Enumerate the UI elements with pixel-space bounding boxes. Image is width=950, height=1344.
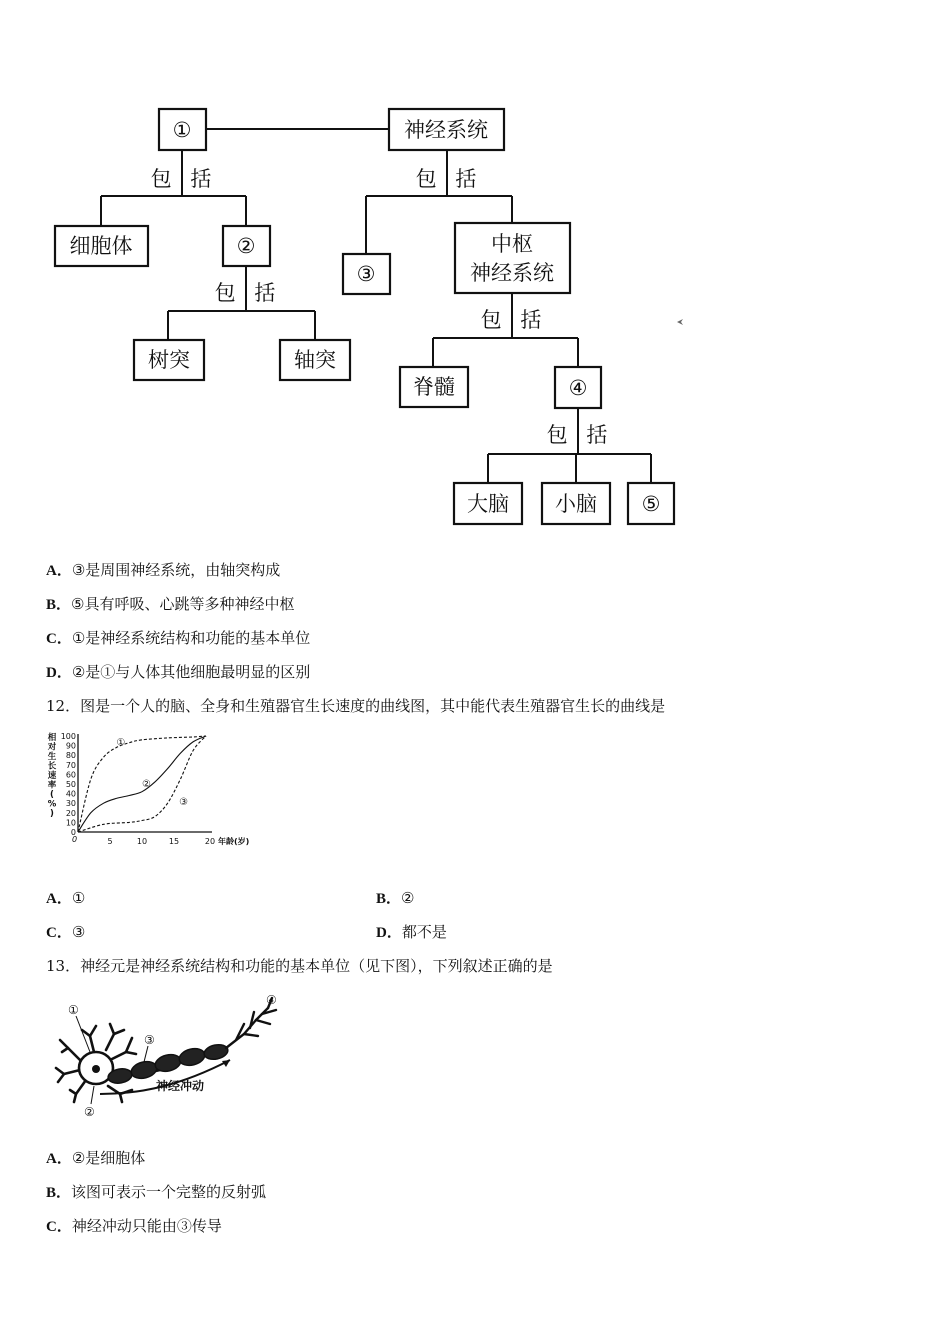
option-text: 该图可表示一个完整的反射弧 xyxy=(71,1183,267,1201)
q13-option-a[interactable] xyxy=(46,1148,145,1169)
q12-option-c[interactable] xyxy=(46,922,85,943)
label-cerebrum: 大脑 xyxy=(467,492,509,516)
x-tick-label: 0 xyxy=(72,835,78,844)
label-cns-line1: 中枢 xyxy=(491,232,533,256)
y-axis-label-char: 率 xyxy=(47,780,57,791)
x-tick-label: 20 xyxy=(204,837,216,846)
neuron-label-n3: ③ xyxy=(144,1033,155,1047)
option-text: ①是神经系统结构和功能的基本单位 xyxy=(71,629,311,647)
label-n1: ① xyxy=(172,118,192,142)
growth-rate-chart xyxy=(44,728,264,854)
option-letter: A． xyxy=(46,1151,72,1167)
option-letter: D． xyxy=(46,665,72,681)
series-label: ③ xyxy=(179,797,189,809)
option-text: ②是细胞体 xyxy=(71,1149,146,1167)
series-label: ① xyxy=(116,737,126,749)
label-dendrite: 树突 xyxy=(148,348,190,372)
y-tick-label: 40 xyxy=(65,789,76,799)
option-letter: A． xyxy=(46,563,72,579)
y-axis-label-char: 生 xyxy=(47,752,57,762)
q13-stem: 13．神经元是神经系统结构和功能的基本单位（见下图），下列叙述正确的是 xyxy=(46,957,553,975)
q11-option-d[interactable] xyxy=(46,662,310,683)
y-tick-label: 50 xyxy=(65,780,76,789)
nucleus xyxy=(92,1065,100,1073)
option-letter: A． xyxy=(46,891,72,907)
option-letter: B． xyxy=(376,891,402,907)
y-axis-label-char: 速 xyxy=(47,771,57,781)
includes-label-2: 包 括 xyxy=(415,167,483,191)
neuron-label-n4: ④ xyxy=(266,993,277,1007)
cursor-mark-icon xyxy=(677,319,683,325)
option-letter: B． xyxy=(46,1185,72,1201)
q11-option-c[interactable] xyxy=(46,628,310,649)
y-tick-label: 60 xyxy=(65,770,76,780)
x-axis-label: 年龄(岁) xyxy=(218,837,250,846)
includes-label-3: 包 括 xyxy=(214,281,282,305)
y-tick-label: 100 xyxy=(60,732,76,741)
includes-label-4: 包 括 xyxy=(480,308,548,332)
includes-label-5: 包 括 xyxy=(546,423,614,447)
y-tick-label: 10 xyxy=(65,818,76,828)
option-text: ⑤具有呼吸、心跳等多种神经中枢 xyxy=(71,595,295,613)
option-letter: C． xyxy=(46,1219,72,1235)
y-tick-label: 0 xyxy=(70,828,76,837)
q13-option-c[interactable] xyxy=(46,1216,222,1237)
y-tick-label: 90 xyxy=(65,741,76,751)
series-label: ② xyxy=(142,778,151,790)
y-axis-label-char: 对 xyxy=(47,742,57,753)
option-letter: C． xyxy=(46,631,72,647)
y-tick-label: 80 xyxy=(65,751,76,761)
label-spinal-cord: 脊髓 xyxy=(413,375,455,399)
y-axis-label-char: 长 xyxy=(47,761,57,772)
y-tick-label: 70 xyxy=(65,760,76,770)
option-text: ②是①与人体其他细胞最明显的区别 xyxy=(71,663,311,681)
x-tick-label: 10 xyxy=(136,837,148,846)
option-text: 神经冲动只能由③传导 xyxy=(71,1217,222,1235)
impulse-label: 神经冲动 xyxy=(156,1079,205,1093)
leader-n2 xyxy=(91,1086,94,1104)
q12-stem: 12．图是一个人的脑、全身和生殖器官生长速度的曲线图，其中能代表生殖器官生长的曲线是 xyxy=(46,697,666,715)
includes-label-1: 包 括 xyxy=(150,167,218,191)
x-tick-label: 15 xyxy=(168,837,180,846)
q13-option-b[interactable] xyxy=(46,1182,266,1203)
y-axis-label-char: % xyxy=(47,799,57,810)
label-n4: ④ xyxy=(568,376,588,400)
label-cns-line2: 神经系统 xyxy=(470,261,554,285)
option-letter: C． xyxy=(46,925,72,941)
option-text: ③ xyxy=(71,923,86,941)
neuron-label-n1: ① xyxy=(68,1003,79,1017)
leader-n3 xyxy=(144,1046,148,1062)
neuron-figure xyxy=(50,990,290,1120)
neuron-label-n2: ② xyxy=(84,1105,95,1119)
q11-option-a[interactable] xyxy=(46,560,280,581)
option-letter: B． xyxy=(46,597,72,613)
q12-option-a[interactable] xyxy=(46,888,85,909)
y-tick-label: 30 xyxy=(65,799,76,809)
option-text: ① xyxy=(71,889,86,907)
concept-map-figure xyxy=(0,0,950,540)
label-cerebellum: 小脑 xyxy=(555,492,597,516)
label-n5: ⑤ xyxy=(641,492,661,516)
y-axis-label-char: ) xyxy=(50,809,54,819)
option-text: ② xyxy=(401,889,415,907)
y-axis-label-char: 相 xyxy=(47,733,57,743)
label-axon: 轴突 xyxy=(294,348,336,372)
label-n2: ② xyxy=(236,234,256,258)
y-tick-label: 20 xyxy=(65,808,76,818)
option-letter: D． xyxy=(376,925,402,941)
label-cell-body: 细胞体 xyxy=(69,234,133,258)
option-text: 都不是 xyxy=(401,923,447,941)
option-text: ③是周围神经系统，由轴突构成 xyxy=(71,561,281,579)
y-axis-label-char: ( xyxy=(50,790,54,800)
q12-option-d[interactable] xyxy=(376,922,447,943)
label-n3: ③ xyxy=(356,262,376,286)
label-nervous-system: 神经系统 xyxy=(404,118,488,142)
q11-option-b[interactable] xyxy=(46,594,294,615)
x-tick-label: 5 xyxy=(107,837,113,846)
q12-option-b[interactable] xyxy=(376,888,414,909)
